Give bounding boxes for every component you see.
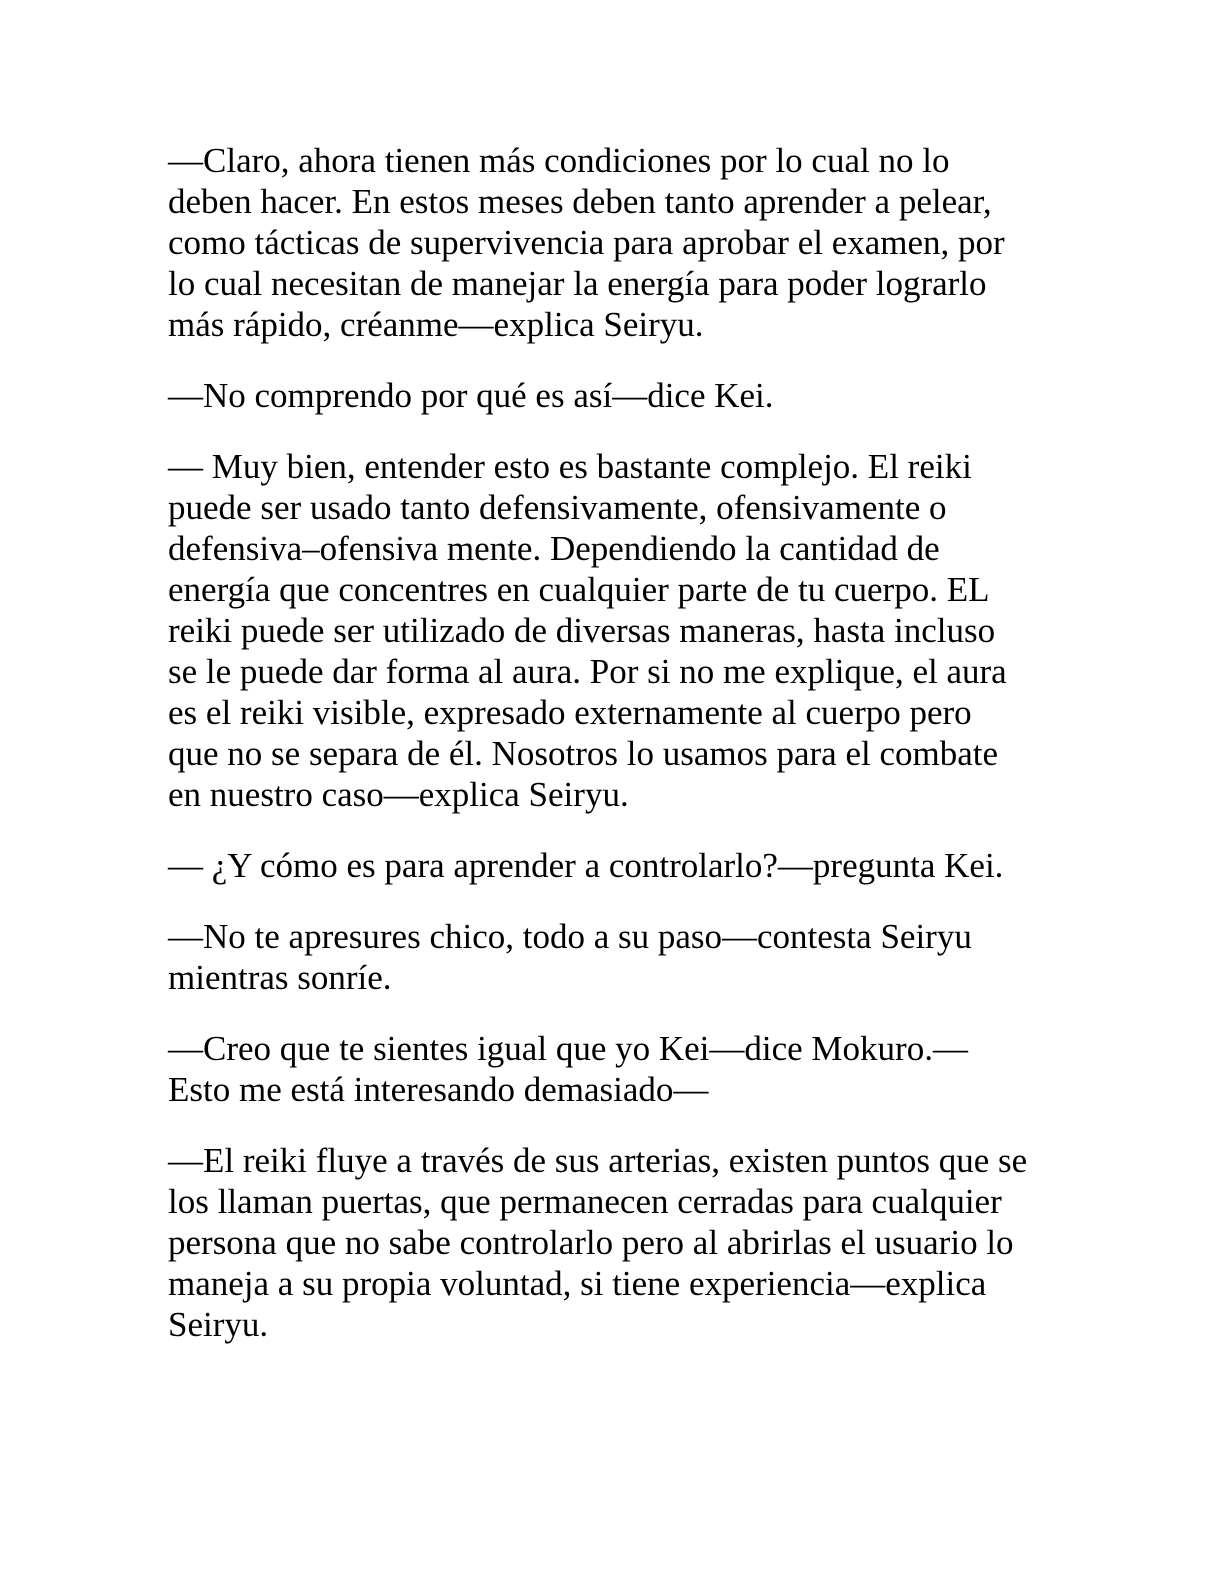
- text-line: —Creo que te sientes igual que yo Kei—dice Mokuro.—: [168, 1029, 968, 1068]
- text-line: que no se separa de él. Nosotros lo usamos para el combate: [168, 734, 999, 773]
- paragraph: [168, 375, 1068, 416]
- text-line: —Claro, ahora tienen más condiciones por lo cual no lo: [168, 141, 950, 180]
- text-line: energía que concentres en cualquier parte de tu cuerpo. EL: [168, 570, 990, 609]
- text-line: más rápido, créanme—explica Seiryu.: [168, 305, 704, 344]
- text-line: defensiva–ofensiva mente. Dependiendo la cantidad de: [168, 529, 940, 568]
- text-line: es el reiki visible, expresado externamente al cuerpo pero: [168, 693, 972, 732]
- text-line: maneja a su propia voluntad, si tiene experiencia—explica: [168, 1264, 987, 1303]
- text-line: — ¿Y cómo es para aprender a controlarlo?—pregunta Kei.: [168, 846, 1004, 885]
- text-line: —No comprendo por qué es así—dice Kei.: [168, 376, 774, 415]
- text-line: puede ser usado tanto defensivamente, ofensivamente o: [168, 488, 947, 527]
- text-line: persona que no sabe controlarlo pero al abrirlas el usuario lo: [168, 1223, 1014, 1262]
- text-line: lo cual necesitan de manejar la energía para poder lograrlo: [168, 264, 987, 303]
- text-line: como tácticas de supervivencia para aprobar el examen, por: [168, 223, 1005, 262]
- text-line: reiki puede ser utilizado de diversas maneras, hasta incluso: [168, 611, 996, 650]
- paragraph: [168, 140, 1068, 345]
- paragraph: [168, 845, 1068, 886]
- text-line: — Muy bien, entender esto es bastante complejo. El reiki: [168, 447, 972, 486]
- text-line: se le puede dar forma al aura. Por si no me explique, el aura: [168, 652, 1007, 691]
- text-line: Esto me está interesando demasiado—: [168, 1070, 709, 1109]
- document-page: [168, 140, 1068, 1375]
- paragraph: [168, 1028, 1068, 1110]
- text-line: —El reiki fluye a través de sus arterias, existen puntos que se: [168, 1141, 1028, 1180]
- text-line: —No te apresures chico, todo a su paso—contesta Seiryu: [168, 917, 972, 956]
- paragraph: [168, 1140, 1068, 1345]
- paragraph: [168, 446, 1068, 815]
- text-line: Seiryu.: [168, 1305, 269, 1344]
- text-line: en nuestro caso—explica Seiryu.: [168, 775, 629, 814]
- text-line: los llaman puertas, que permanecen cerradas para cualquier: [168, 1182, 1002, 1221]
- text-line: mientras sonríe.: [168, 958, 392, 997]
- paragraph: [168, 916, 1068, 998]
- text-line: deben hacer. En estos meses deben tanto aprender a pelear,: [168, 182, 992, 221]
